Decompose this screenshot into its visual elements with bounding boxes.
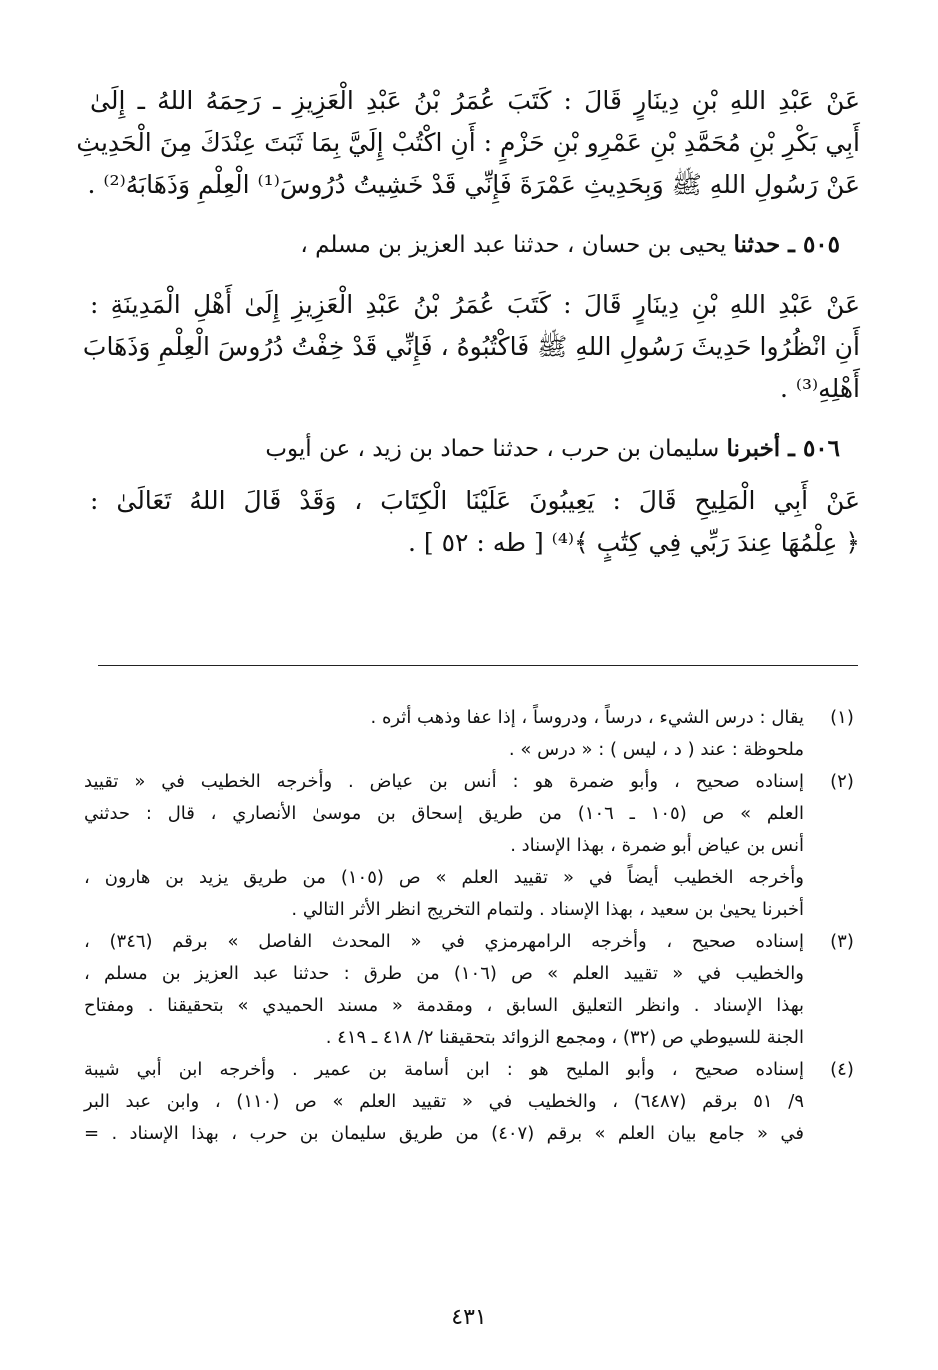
footnote-line: ملحوظة : عند ( د ، ليس ) : « درس » . (508, 739, 804, 760)
footnote-line: في « جامع بيان العلم » برقم (٤٠٧) من طريق سليمان بن حرب ، بهذا الإسناد . = (84, 1123, 805, 1144)
hadith-chain: يحيى بن حسان ، حدثنا عبد العزيز بن مسلم ، (300, 232, 734, 258)
footnote-line: إسناده صحيح ، وأبو المليح هو : ابن أسامة بن عمير . وأخرجه ابن أبي شيبة (84, 1059, 804, 1080)
text-line: أَهْلِهِ⁽³⁾ . (779, 374, 860, 403)
footnote-line: أنس بن عياض أبو ضمرة ، بهذا الإسناد . (510, 835, 804, 856)
text-line: عَنْ رَسُولِ اللهِ ﷺ وَبِحَدِيثِ عَمْرَةَ فَإِنِّي قَدْ خَشِيتُ دُرُوسَ⁽¹⁾ الْعِلْمِ وَذَهَابَهُ⁽²⁾ . (87, 170, 860, 199)
footnote-line: والخطيب في « تقييد العلم » ص (١٠٦) من طرق : حدثنا عبد العزيز بن مسلم ، (84, 963, 804, 984)
footnote (84, 1054, 862, 1150)
quran-verse-line: ﴿ عِلْمُهَا عِندَ رَبِّي فِي كِتَٰبٍ ﴾⁽⁴⁾ [ طه : ٥٢ ] . (407, 528, 860, 557)
footnote-number: (٤) (830, 1059, 854, 1080)
footnote (84, 766, 862, 926)
footnote-number: (٢) (830, 771, 854, 792)
hadith-chain: سليمان بن حرب ، حدثنا حماد بن زيد ، عن أيوب (265, 436, 727, 462)
text-line: عَنْ أَبِي الْمَلِيحِ قَالَ : يَعِيبُونَ عَلَيْنَا الْكِتَابَ ، وَقَدْ قَالَ اللهُ تَعَالَىٰ : (90, 486, 860, 515)
hadith-number: ٥٠٥ ـ حدثنا (733, 231, 840, 258)
footnote-line: يقال : درس الشيء ، درساً ، ودروساً ، إذا عفا وذهب أثره . (370, 707, 804, 728)
footnote-line: إسناده صحيح ، وأبو ضمرة هو : أنس بن عياض . وأخرجه الخطيب في « تقييد (84, 771, 804, 792)
footnote-line: العلم » ص (١٠٥ ـ ١٠٦) من طريق إسحاق بن موسىٰ الأنصاري ، قال : حدثني (84, 803, 805, 824)
footnote-line: بهذا الإسناد . وانظر التعليق السابق ، ومقدمة « مسند الحميدي » بتحقيقنا . ومفتاح (84, 995, 804, 1016)
hadith-506-heading (90, 428, 860, 470)
footnote-line: وأخرجه الخطيب أيضاً في « تقييد العلم » ص (١٠٥) من طريق يزيد بن هارون ، (84, 867, 804, 888)
hadith-number: ٥٠٦ ـ أخبرنا (726, 435, 840, 462)
footnote-divider (98, 665, 858, 666)
footnote-number: (٣) (830, 931, 854, 952)
footnote-line: إسناده صحيح ، وأخرجه الرامهرمزي في « المحدث الفاصل » برقم (٣٤٦) ، (84, 931, 804, 952)
footnote (84, 702, 862, 766)
footnote-line: ٩/ ٥١ برقم (٦٤٨٧) ، والخطيب في « تقييد العلم » ص (١١٠) ، وابن عبد البر (84, 1091, 805, 1112)
footnote-number: (١) (830, 707, 854, 728)
footnotes (84, 702, 862, 1150)
footnote-line: الجنة للسيوطي ص (٣٢) ، ومجمع الزوائد بتحقيقنا ٢/ ٤١٨ ـ ٤١٩ . (325, 1027, 804, 1048)
main-text (76, 80, 860, 564)
footnote (84, 926, 862, 1054)
hadith-505-heading (90, 224, 860, 266)
text-line: عَنْ عَبْدِ اللهِ بْنِ دِينَارٍ قَالَ : كَتَبَ عُمَرُ بْنُ عَبْدِ الْعَزِيزِ إِلَىٰ أَهْلِ الْمَدِينَةِ : (90, 290, 860, 319)
text-line: أَبِي بَكْرِ بْنِ مُحَمَّدِ بْنِ عَمْرِو بْنِ حَزْمٍ : أَنِ اكْتُبْ إِلَيَّ بِمَا ثَبَتَ عِنْدَكَ مِنَ الْحَدِيثِ (76, 128, 860, 157)
page-number: ٤٣١ (451, 1305, 487, 1330)
text-line: عَنْ عَبْدِ اللهِ بْنِ دِينَارٍ قَالَ : كَتَبَ عُمَرُ بْنُ عَبْدِ الْعَزِيزِ ـ رَحِمَهُ اللهُ ـ إِلَىٰ (90, 86, 860, 115)
footnote-line: أخبرنا يحيىٰ بن سعيد ، بهذا الإسناد . ولتمام التخريج انظر الأثر التالي . (291, 899, 804, 920)
text-line: أَنِ انْظُرُوا حَدِيثَ رَسُولِ اللهِ ﷺ فَاكْتُبُوهُ ، فَإِنِّي قَدْ خِفْتُ دُرُوسَ الْعِلْمِ وَذَهَابَ (82, 332, 860, 361)
